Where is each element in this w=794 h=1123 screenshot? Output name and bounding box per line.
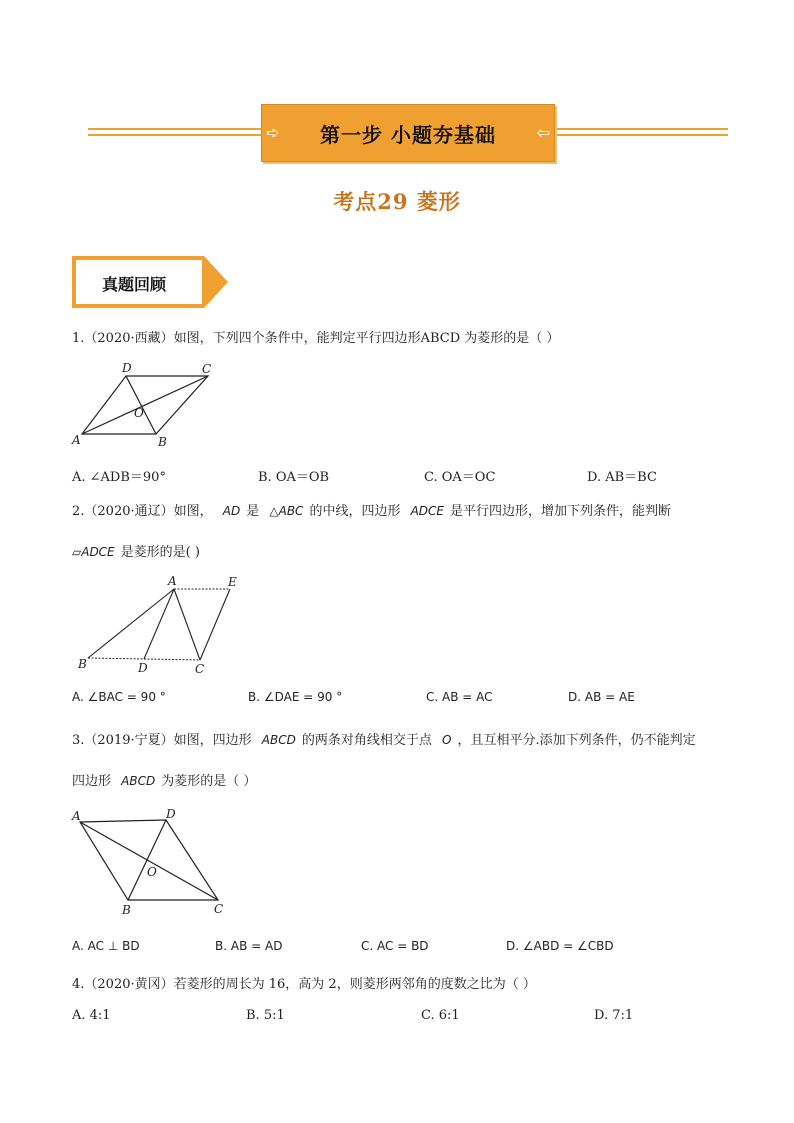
q1-option-a: A. ∠ADB＝90°: [72, 470, 166, 485]
q2-option-c: [426, 690, 493, 705]
q2-math-adce: ADCE: [410, 504, 445, 518]
q3-label-o: O: [147, 865, 157, 879]
q2-label-a: A: [168, 574, 177, 588]
q1-label-b: B: [158, 435, 167, 449]
q1-option-b: B. OA＝OB: [258, 470, 330, 485]
q4-option-a: A. 4:1: [72, 1008, 111, 1023]
arrow-right-icon: ➪: [266, 123, 280, 142]
q2-label-e: E: [228, 575, 237, 589]
q3-math-abcd-2: ABCD: [121, 774, 156, 788]
q1-label-c: C: [202, 362, 212, 376]
q3-text-5: 为菱形的是（ ）: [161, 774, 257, 789]
q4-option-d: D. 7:1: [594, 1008, 634, 1023]
header-line-left-bottom: [88, 134, 261, 136]
q2-option-a: [72, 690, 166, 705]
q2-label-b: B: [78, 657, 87, 671]
header-line-right-bottom: [555, 134, 728, 136]
question-2-line-1: [72, 502, 671, 521]
question-2-figure: [74, 572, 250, 676]
q3-math-abcd: ABCD: [261, 733, 296, 747]
q1-label-d: D: [122, 361, 132, 375]
q2-label-d: D: [138, 661, 148, 675]
q4-option-c: C. 6:1: [421, 1008, 460, 1023]
arrow-left-icon: ⇦: [536, 123, 550, 142]
header-banner: [261, 104, 555, 162]
question-4-text: 4.（2020·黄冈）若菱形的周长为 16，高为 2，则菱形两邻角的度数之比为（ ）: [72, 977, 536, 992]
q3-option-b: [215, 939, 282, 954]
q3-option-b-text: B. AB = AD: [215, 939, 283, 953]
q3-option-c: [361, 939, 429, 954]
q3-label-c: C: [214, 902, 224, 916]
q3-math-o: O: [441, 733, 452, 747]
question-1-figure: [68, 360, 228, 450]
question-3-figure: [68, 806, 234, 920]
q1-option-d: D. AB＝BC: [587, 470, 657, 485]
topic-title: 考点29 菱形: [333, 189, 461, 214]
q2-math-parallelogram: ▱ADCE: [72, 545, 115, 559]
q2-text-2: 是: [246, 504, 260, 519]
q2-text-4: 是平行四边形，增加下列条件，能判断: [450, 504, 672, 519]
q2-option-d-text: D. AB = AE: [568, 690, 635, 704]
q3-label-a: A: [72, 809, 81, 823]
header-line-left-top: [88, 128, 261, 130]
q3-text-1: 3.（2019·宁夏）如图，四边形: [72, 733, 252, 748]
section-label: 真题回顾: [102, 275, 167, 294]
question-3-line-2: [72, 772, 256, 791]
banner-title: 第一步 小题夯基础: [320, 123, 496, 147]
q2-option-d: [568, 690, 635, 705]
q3-text-2: 的两条对角线相交于点: [301, 733, 432, 748]
q2-text-3: 的中线，四边形: [309, 504, 401, 519]
q1-option-c: C. OA＝OC: [424, 470, 496, 485]
q3-option-c-text: C. AC = BD: [361, 939, 429, 953]
q2-option-b-text: B. ∠DAE = 90 °: [248, 690, 343, 704]
q3-label-d: D: [166, 807, 176, 821]
q3-option-a: [72, 939, 140, 954]
question-1-text: 1.（2020·西藏）如图，下列四个条件中，能判定平行四边形ABCD 为菱形的是（ ）: [72, 331, 560, 346]
q1-label-a: A: [72, 433, 81, 447]
q2-text-1: 2.（2020·通辽）如图，: [72, 504, 213, 519]
header-line-right-top: [555, 128, 728, 130]
q3-label-b: B: [122, 903, 131, 917]
q2-label-c: C: [195, 662, 205, 676]
question-2-line-2: [72, 543, 200, 562]
question-3-line-1: [72, 731, 696, 750]
q3-text-3: ，且互相平分.添加下列条件，仍不能判定: [457, 733, 696, 748]
q2-option-a-text: A. ∠BAC = 90 °: [72, 690, 166, 704]
q3-option-a-text: A. AC ⊥ BD: [72, 939, 140, 953]
q1-label-o: O: [134, 406, 144, 420]
q3-text-4: 四边形: [72, 774, 112, 789]
q2-math-triangle: △ABC: [269, 504, 304, 518]
q2-math-ad: AD: [222, 504, 241, 518]
q2-option-b: [248, 690, 342, 705]
q3-option-d: [506, 939, 614, 954]
q4-option-b: B. 5:1: [246, 1008, 285, 1023]
q2-text-5: 是菱形的是( ): [120, 545, 200, 560]
q3-option-d-text: D. ∠ABD = ∠CBD: [506, 939, 614, 953]
q2-option-c-text: C. AB = AC: [426, 690, 493, 704]
